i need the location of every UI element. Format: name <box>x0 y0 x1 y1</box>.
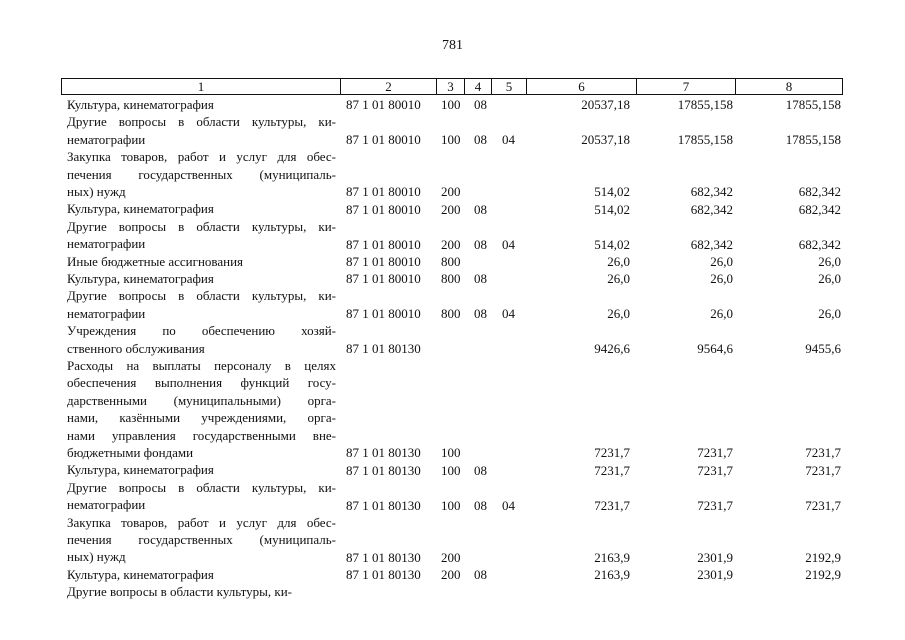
row-name-line: нематографии <box>67 236 146 252</box>
row-name-line: Культура, кинематография <box>67 566 214 582</box>
row-amount-col6: 9426,6 <box>594 340 630 356</box>
row-name <box>67 270 336 287</box>
row-section: 08 <box>474 497 487 513</box>
row-name-line: Другие вопросы в области культуры, ки- <box>67 114 336 130</box>
row-subsection: 04 <box>502 306 515 322</box>
row-amount-col7: 17855,158 <box>677 132 733 148</box>
row-amount-col7: 26,0 <box>710 253 733 269</box>
row-name-line: ных) нужд <box>67 184 126 199</box>
row-amount-col6: 7231,7 <box>594 462 630 478</box>
row-name-line: Закупка товаров, работ и услуг для обес- <box>67 149 336 165</box>
row-amount-col6: 20537,18 <box>581 97 630 113</box>
header-col-4: 4 <box>464 79 491 94</box>
row-target-code: 87 1 01 80010 <box>346 132 421 148</box>
table-row <box>0 96 905 113</box>
row-target-code: 87 1 01 80130 <box>346 567 421 583</box>
row-section: 08 <box>474 306 487 322</box>
row-amount-col7: 2301,9 <box>697 567 733 583</box>
row-name-line: Культура, кинематография <box>67 201 214 217</box>
table-row <box>0 113 905 148</box>
row-section: 08 <box>474 201 487 217</box>
row-expense-type: 800 <box>441 271 461 287</box>
row-name-line: Культура, кинематография <box>67 270 214 286</box>
row-name <box>67 357 336 461</box>
row-section: 08 <box>474 567 487 583</box>
row-target-code: 87 1 01 80130 <box>346 549 421 565</box>
row-name <box>67 514 336 566</box>
row-expense-type: 200 <box>441 184 461 200</box>
row-amount-col7: 2301,9 <box>697 549 733 565</box>
row-amount-col8: 26,0 <box>818 253 841 269</box>
row-subsection: 04 <box>502 236 515 252</box>
row-name-line: Другие вопросы в области культуры, ки- <box>67 218 336 234</box>
row-expense-type: 800 <box>441 306 461 322</box>
row-expense-type: 100 <box>441 97 461 113</box>
row-amount-col6: 514,02 <box>594 236 630 252</box>
row-name-line: дарственными (муниципальными) орга- <box>67 392 336 408</box>
row-name-line: нематографии <box>67 305 146 321</box>
row-expense-type: 200 <box>441 567 461 583</box>
row-name <box>67 218 336 253</box>
row-name <box>67 96 336 113</box>
header-col-3: 3 <box>436 79 464 94</box>
row-name-line: Другие вопросы в области культуры, ки- <box>67 288 336 304</box>
row-name <box>67 200 336 217</box>
table-row <box>0 270 905 287</box>
row-amount-col8: 17855,158 <box>785 97 841 113</box>
row-target-code: 87 1 01 80010 <box>346 201 421 217</box>
row-expense-type: 100 <box>441 462 461 478</box>
row-section: 08 <box>474 271 487 287</box>
row-amount-col6: 7231,7 <box>594 445 630 461</box>
row-name-line: нематографии <box>67 497 146 513</box>
row-name <box>67 287 336 322</box>
row-amount-col6: 514,02 <box>594 201 630 217</box>
row-amount-col7: 26,0 <box>710 271 733 287</box>
row-target-code: 87 1 01 80010 <box>346 253 421 269</box>
row-target-code: 87 1 01 80010 <box>346 184 421 200</box>
table-row <box>0 357 905 461</box>
row-name-line: нами управления государственными вне- <box>67 427 336 443</box>
row-expense-type: 100 <box>441 132 461 148</box>
row-expense-type: 100 <box>441 497 461 513</box>
row-name-line: Расходы на выплаты персоналу в целях <box>67 357 336 373</box>
header-col-6: 6 <box>526 79 636 94</box>
row-amount-col8: 2192,9 <box>805 567 841 583</box>
page-number: 781 <box>442 38 463 53</box>
table-row <box>0 583 905 600</box>
row-name-line: Закупка товаров, работ и услуг для обес- <box>67 514 336 530</box>
row-amount-col7: 682,342 <box>690 184 733 200</box>
row-amount-col8: 682,342 <box>798 184 841 200</box>
row-name-line: Учреждения по обеспечению хозяй- <box>67 323 336 339</box>
row-amount-col8: 682,342 <box>798 201 841 217</box>
row-amount-col6: 20537,18 <box>581 132 630 148</box>
row-subsection: 04 <box>502 132 515 148</box>
row-amount-col8: 7231,7 <box>805 497 841 513</box>
row-amount-col6: 26,0 <box>607 271 630 287</box>
table-row <box>0 218 905 253</box>
row-name <box>67 566 336 583</box>
row-target-code: 87 1 01 80130 <box>346 462 421 478</box>
row-amount-col8: 26,0 <box>818 271 841 287</box>
row-target-code: 87 1 01 80010 <box>346 306 421 322</box>
table-row <box>0 566 905 583</box>
row-name-line: бюджетными фондами <box>67 444 194 460</box>
row-name-line: Культура, кинематография <box>67 462 214 478</box>
row-name-line: Иные бюджетные ассигнования <box>67 253 244 269</box>
row-name-line: печения государственных (муниципаль- <box>67 531 336 547</box>
row-name-line: печения государственных (муниципаль- <box>67 166 336 182</box>
row-name <box>67 113 336 148</box>
row-name <box>67 253 336 270</box>
row-amount-col8: 9455,6 <box>805 340 841 356</box>
row-amount-col7: 7231,7 <box>697 497 733 513</box>
row-amount-col7: 26,0 <box>710 306 733 322</box>
row-amount-col7: 9564,6 <box>697 340 733 356</box>
table-header <box>61 78 843 95</box>
row-section: 08 <box>474 236 487 252</box>
row-amount-col6: 2163,9 <box>594 567 630 583</box>
row-section: 08 <box>474 462 487 478</box>
header-col-8: 8 <box>735 79 842 94</box>
row-name-line: обеспечения выполнения функций госу- <box>67 375 336 391</box>
row-amount-col6: 26,0 <box>607 306 630 322</box>
row-name-line: нами, казёнными учреждениями, орга- <box>67 410 336 426</box>
header-col-2: 2 <box>340 79 436 94</box>
row-target-code: 87 1 01 80010 <box>346 97 421 113</box>
table-row <box>0 322 905 357</box>
table-row <box>0 148 905 200</box>
row-amount-col6: 7231,7 <box>594 497 630 513</box>
row-target-code: 87 1 01 80010 <box>346 271 421 287</box>
row-amount-col8: 7231,7 <box>805 462 841 478</box>
row-name <box>67 583 336 600</box>
row-amount-col8: 7231,7 <box>805 445 841 461</box>
row-target-code: 87 1 01 80010 <box>346 236 421 252</box>
row-name <box>67 479 336 514</box>
row-expense-type: 200 <box>441 236 461 252</box>
row-amount-col8: 682,342 <box>798 236 841 252</box>
budget-table-body <box>0 96 905 600</box>
table-row <box>0 253 905 270</box>
row-amount-col7: 7231,7 <box>697 445 733 461</box>
row-target-code: 87 1 01 80130 <box>346 445 421 461</box>
row-amount-col8: 17855,158 <box>785 132 841 148</box>
row-section: 08 <box>474 132 487 148</box>
header-col-1: 1 <box>197 79 205 94</box>
table-row <box>0 200 905 217</box>
table-row <box>0 479 905 514</box>
row-amount-col6: 514,02 <box>594 184 630 200</box>
row-amount-col7: 682,342 <box>690 236 733 252</box>
row-expense-type: 200 <box>441 201 461 217</box>
row-name-line: ных) нужд <box>67 549 126 565</box>
table-row <box>0 514 905 566</box>
row-subsection: 04 <box>502 497 515 513</box>
row-name-line: Другие вопросы в области культуры, ки- <box>67 479 336 495</box>
table-row <box>0 287 905 322</box>
row-name <box>67 461 336 478</box>
row-amount-col8: 2192,9 <box>805 549 841 565</box>
row-amount-col7: 17855,158 <box>677 97 733 113</box>
row-expense-type: 800 <box>441 253 461 269</box>
row-name-line: ственного обслуживания <box>67 340 205 356</box>
row-amount-col7: 7231,7 <box>697 462 733 478</box>
row-expense-type: 100 <box>441 445 461 461</box>
row-name-line: Другие вопросы в области культуры, ки- <box>67 584 293 600</box>
row-amount-col7: 682,342 <box>690 201 733 217</box>
row-amount-col8: 26,0 <box>818 306 841 322</box>
row-amount-col6: 26,0 <box>607 253 630 269</box>
table-row <box>0 461 905 478</box>
row-expense-type: 200 <box>441 549 461 565</box>
row-section: 08 <box>474 97 487 113</box>
row-amount-col6: 2163,9 <box>594 549 630 565</box>
header-col-5: 5 <box>491 79 526 94</box>
row-name-line: Культура, кинематография <box>67 97 214 112</box>
row-name <box>67 148 336 200</box>
row-name-line: нематографии <box>67 131 146 147</box>
row-name <box>67 322 336 357</box>
row-target-code: 87 1 01 80130 <box>346 497 421 513</box>
row-target-code: 87 1 01 80130 <box>346 340 421 356</box>
header-col-7: 7 <box>636 79 735 94</box>
